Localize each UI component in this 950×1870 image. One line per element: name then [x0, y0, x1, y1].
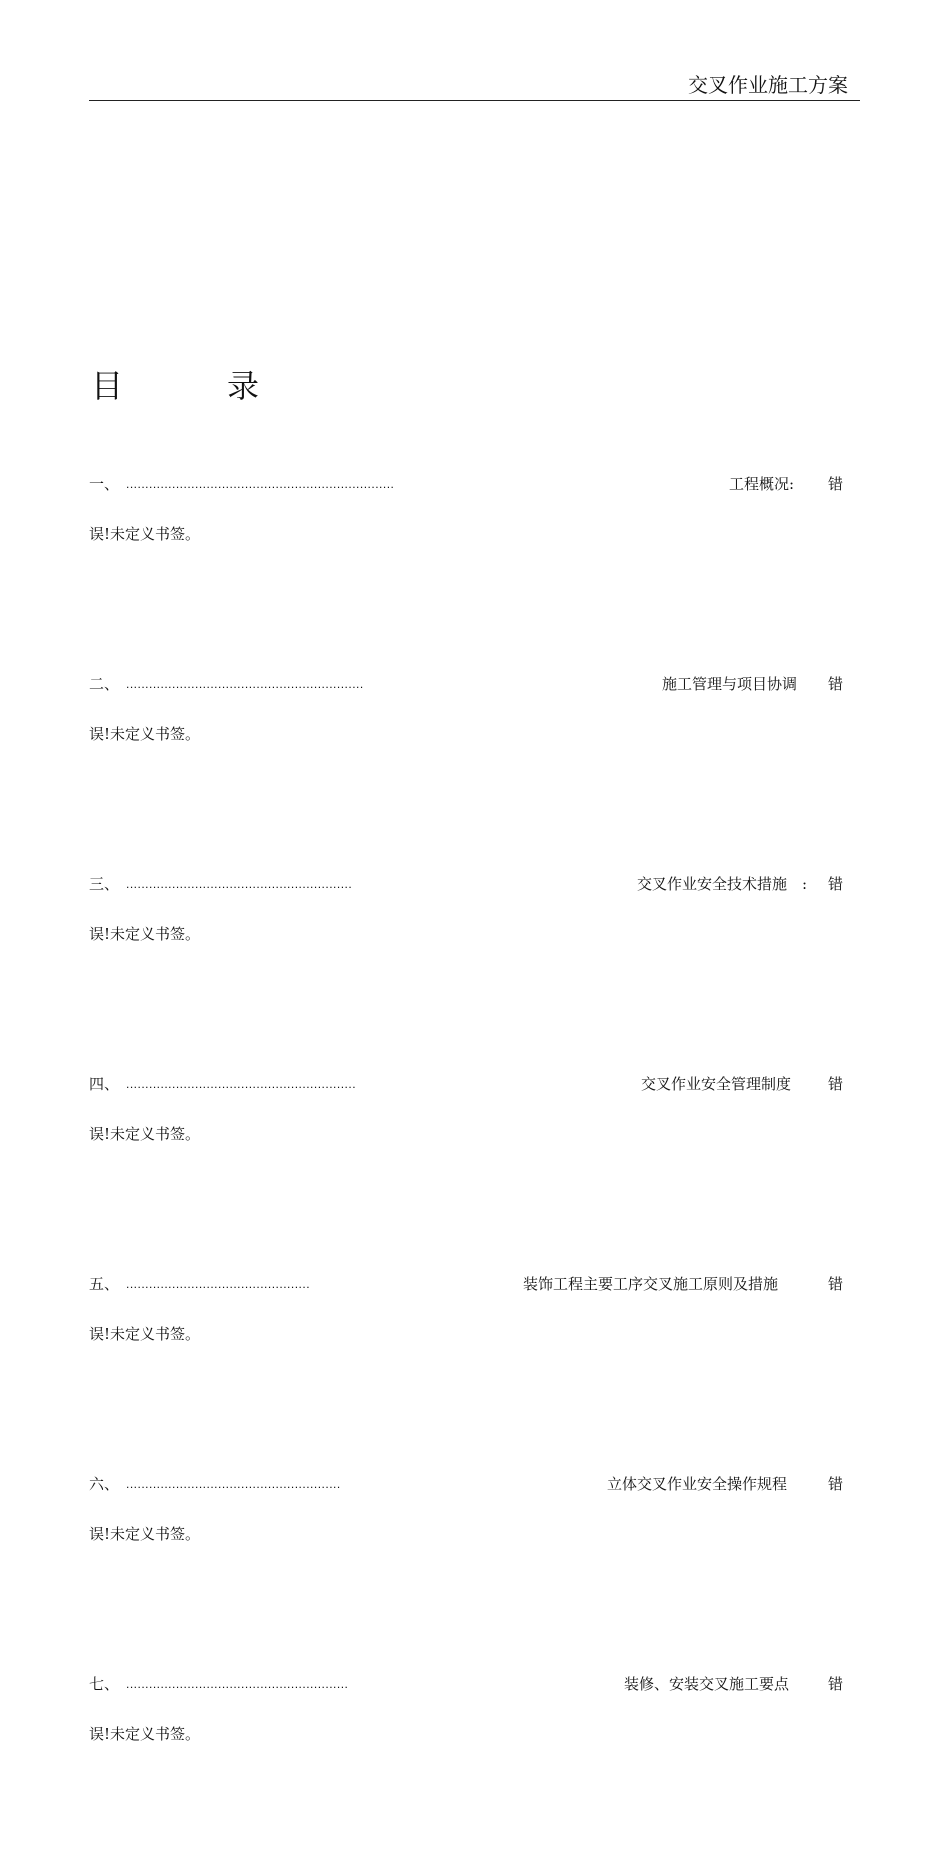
toc-title: 目 录: [91, 367, 296, 405]
toc-entry-number: 四、: [89, 1075, 120, 1093]
toc-leader-dots: ........................................................: [126, 1477, 341, 1491]
toc-entry-number: 五、: [89, 1275, 120, 1293]
toc-entry-number: 六、: [89, 1475, 120, 1493]
toc-entry-error-text: 误!未定义书签。: [89, 1125, 201, 1143]
toc-entry-1[interactable]: [89, 470, 849, 670]
toc-entry-5[interactable]: [89, 1270, 849, 1470]
toc-entry-number: 三、: [89, 875, 120, 893]
toc-leader-dots: ......................................................................: [126, 477, 395, 491]
header-rule: [89, 100, 860, 101]
toc-entry-number: 七、: [89, 1675, 120, 1693]
table-of-contents: [89, 470, 849, 1870]
toc-entry-error-start: 错: [827, 675, 843, 693]
toc-entry-error-start: 错: [827, 475, 843, 493]
toc-entry-error-start: 错: [827, 1475, 843, 1493]
toc-leader-dots: ..........................................................: [126, 1677, 349, 1691]
toc-entry-2[interactable]: [89, 670, 849, 870]
toc-entry-7[interactable]: [89, 1670, 849, 1870]
toc-entry-error-start: 错: [827, 1675, 843, 1693]
toc-entry-label[interactable]: 立体交叉作业安全操作规程: [606, 1475, 787, 1493]
toc-entry-label[interactable]: 工程概况:: [728, 475, 794, 493]
toc-entry-3[interactable]: [89, 870, 849, 1070]
toc-entry-label[interactable]: 装饰工程主要工序交叉施工原则及措施: [522, 1275, 778, 1293]
toc-entry-error-text: 误!未定义书签。: [89, 1325, 201, 1343]
toc-entry-error-text: 误!未定义书签。: [89, 525, 201, 543]
toc-entry-6[interactable]: [89, 1470, 849, 1670]
toc-entry-label[interactable]: 施工管理与项目协调: [661, 675, 797, 693]
header-title: 交叉作业施工方案: [688, 73, 848, 97]
toc-leader-dots: ...........................................................: [126, 877, 353, 891]
toc-leader-dots: ............................................................: [126, 1077, 357, 1091]
toc-entry-4[interactable]: [89, 1070, 849, 1270]
toc-entry-error-text: 误!未定义书签。: [89, 925, 201, 943]
toc-entry-error-text: 误!未定义书签。: [89, 1525, 201, 1543]
toc-entry-label[interactable]: 装修、安装交叉施工要点: [623, 1675, 789, 1693]
toc-entry-label[interactable]: 交叉作业安全技术措施 :: [636, 875, 807, 893]
toc-leader-dots: ..............................................................: [126, 677, 364, 691]
toc-leader-dots: ................................................: [126, 1277, 311, 1291]
toc-entry-label[interactable]: 交叉作业安全管理制度: [640, 1075, 791, 1093]
toc-entry-error-start: 错: [827, 1275, 843, 1293]
toc-entry-error-start: 错: [827, 1075, 843, 1093]
toc-entry-number: 二、: [89, 675, 120, 693]
toc-entry-error-text: 误!未定义书签。: [89, 725, 201, 743]
toc-entry-number: 一、: [89, 475, 120, 493]
toc-entry-error-text: 误!未定义书签。: [89, 1725, 201, 1743]
toc-entry-error-start: 错: [827, 875, 843, 893]
